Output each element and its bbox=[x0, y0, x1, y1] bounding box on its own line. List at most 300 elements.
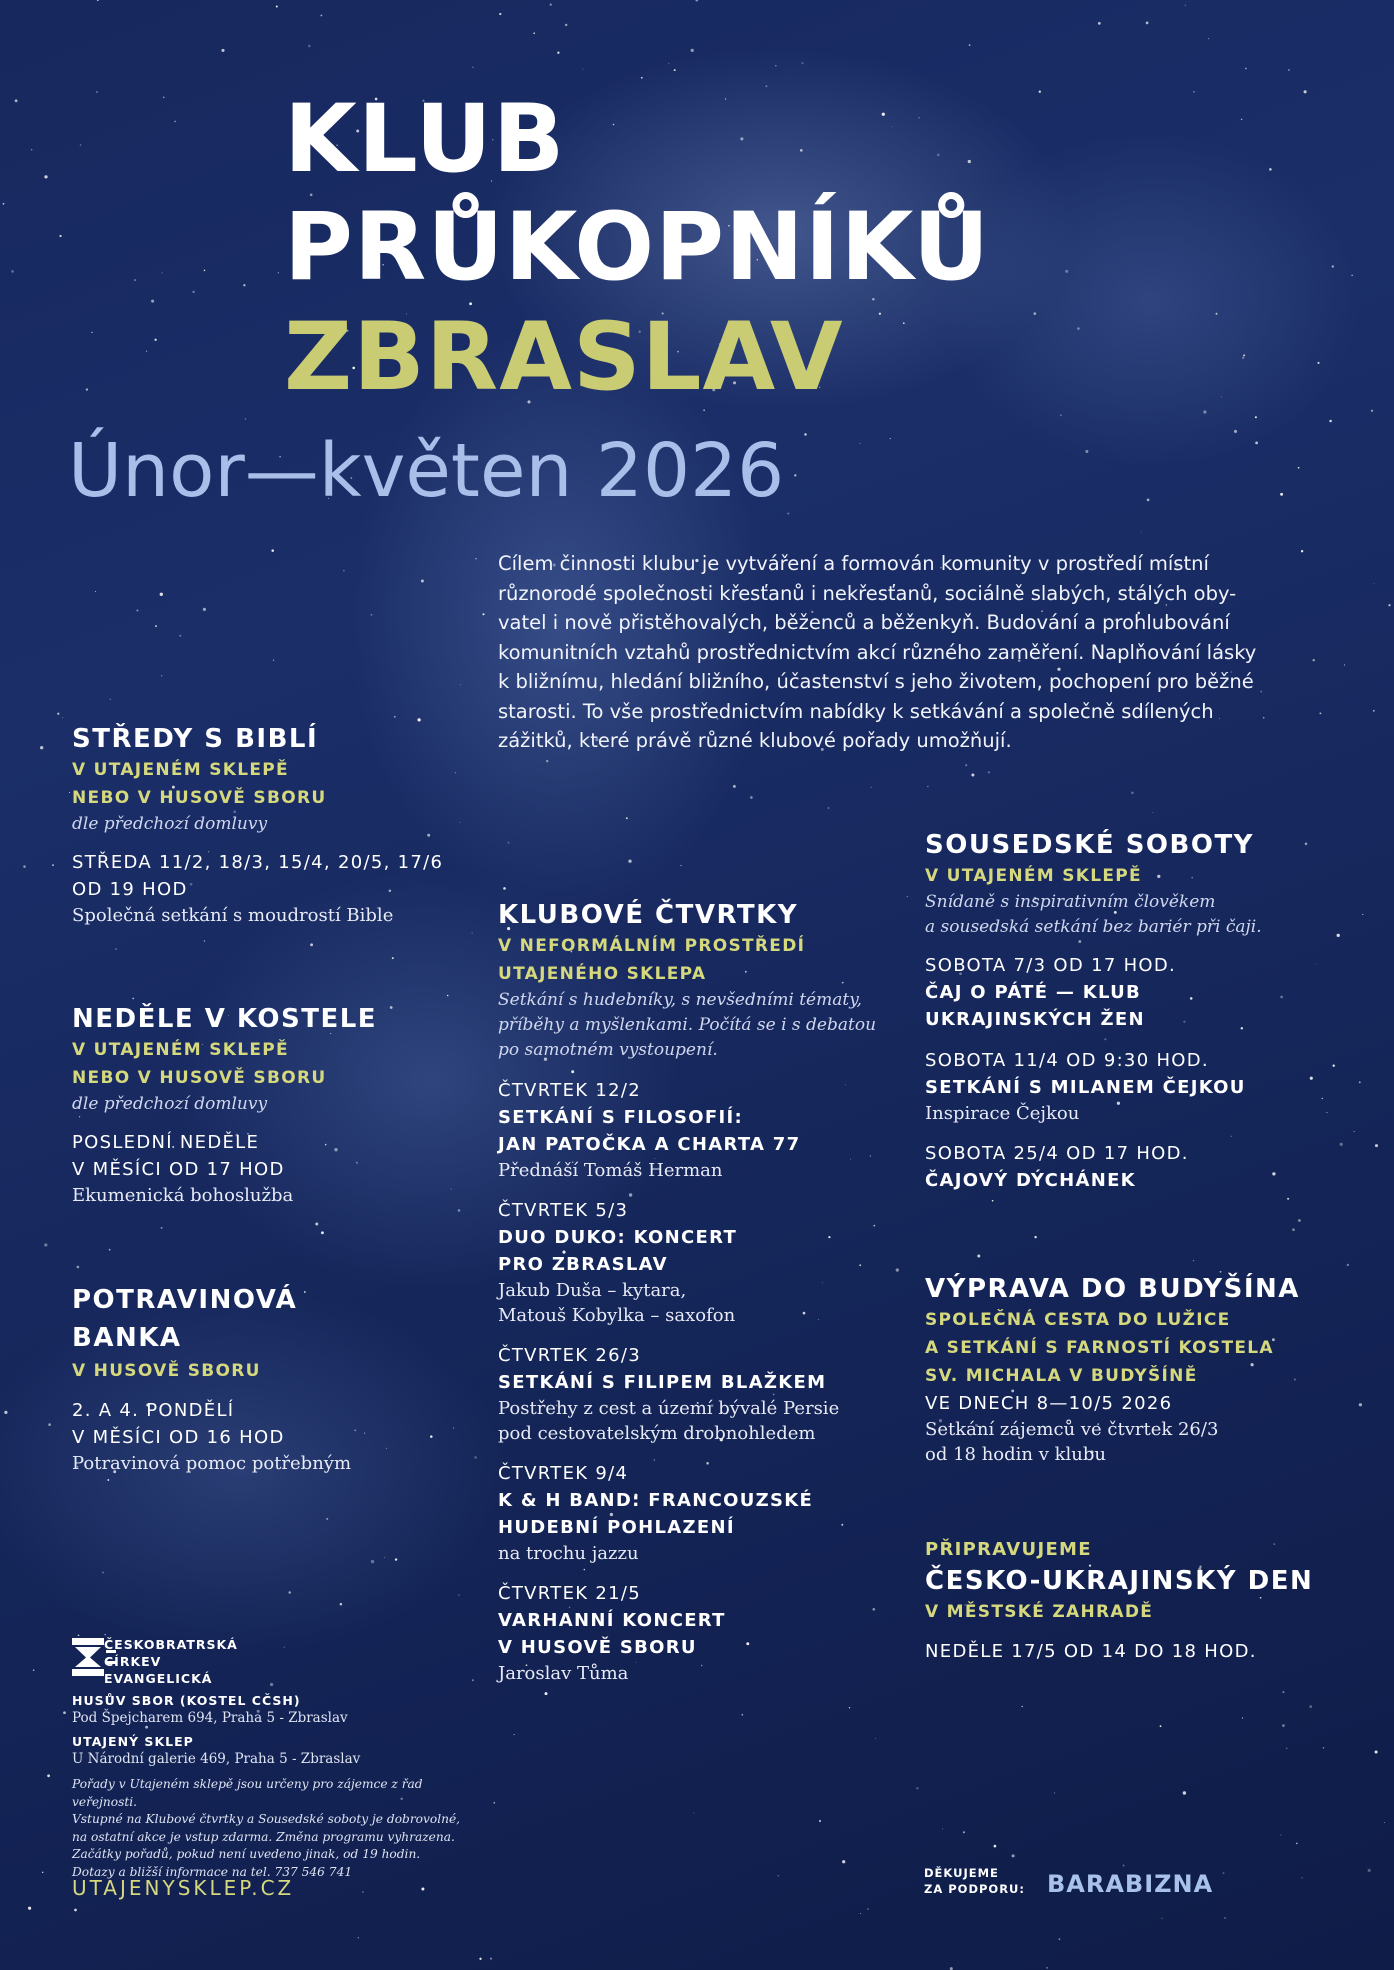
footer-note-line: Vstupné na Klubové čtvrtky a Sousedské soboty je dobrovolné, bbox=[72, 1812, 461, 1826]
venue-address: U Národní galerie 469, Praha 5 - Zbraslav bbox=[72, 1751, 361, 1767]
event-date: SOBOTA 11/4 OD 9:30 HOD. bbox=[925, 1050, 1209, 1071]
star-dot bbox=[160, 593, 163, 596]
star-dot bbox=[321, 1231, 324, 1234]
star-dot bbox=[458, 1594, 460, 1596]
star-dot bbox=[475, 558, 476, 559]
star-dot bbox=[550, 4, 552, 6]
star-dot bbox=[725, 98, 726, 99]
star-dot bbox=[40, 746, 43, 749]
section-note bbox=[498, 988, 898, 1063]
event-date: ČTVRTEK 5/3 bbox=[498, 1200, 629, 1221]
star-dot bbox=[1234, 430, 1237, 433]
star-dot bbox=[1203, 410, 1206, 413]
star-dot bbox=[472, 1679, 474, 1681]
star-dot bbox=[1241, 119, 1242, 120]
star-dot bbox=[628, 860, 631, 863]
star-dot bbox=[508, 842, 510, 844]
star-dot bbox=[243, 284, 245, 286]
org-name-line: EVANGELICKÁ bbox=[104, 1671, 213, 1686]
star-dot bbox=[842, 1860, 845, 1863]
star-dot bbox=[163, 97, 164, 98]
event-time: V MĚSÍCI OD 17 HOD bbox=[72, 1159, 285, 1180]
event-description: pod cestovatelským drobnohledem bbox=[498, 1423, 816, 1444]
star-dot bbox=[1054, 1792, 1055, 1793]
star-dot bbox=[151, 300, 154, 303]
star-dot bbox=[1344, 664, 1345, 665]
star-dot bbox=[892, 126, 893, 127]
star-dot bbox=[1329, 420, 1332, 423]
section-place: V UTAJENÉM SKLEPĚ bbox=[925, 866, 1142, 886]
star-dot bbox=[626, 817, 628, 819]
star-dot bbox=[1371, 410, 1373, 412]
section-place: V UTAJENÉM SKLEPĚ bbox=[72, 760, 289, 780]
star-dot bbox=[162, 272, 163, 273]
star-dot bbox=[57, 713, 59, 715]
event-date: VE DNECH 8—10/5 2026 bbox=[925, 1393, 1173, 1414]
event-date: ČTVRTEK 26/3 bbox=[498, 1345, 641, 1366]
title-line-prukopniku: PRŮKOPNÍKŮ bbox=[284, 193, 991, 302]
star-dot bbox=[326, 1518, 328, 1520]
footer-venues bbox=[72, 1692, 472, 1881]
event-time: V MĚSÍCI OD 16 HOD bbox=[72, 1427, 285, 1448]
star-dot bbox=[875, 1738, 876, 1739]
star-dot bbox=[343, 570, 345, 572]
event-title: DUO DUKO: KONCERT bbox=[498, 1227, 738, 1248]
star-dot bbox=[860, 1913, 861, 1914]
star-dot bbox=[109, 1249, 111, 1251]
star-dot bbox=[179, 635, 181, 637]
star-dot bbox=[204, 940, 206, 942]
star-dot bbox=[308, 45, 311, 48]
star-dot bbox=[1292, 1228, 1295, 1231]
event-description: Inspirace Čejkou bbox=[925, 1103, 1080, 1124]
event-description: Jakub Duša – kytara, bbox=[498, 1280, 687, 1301]
star-dot bbox=[1046, 1967, 1048, 1969]
event-date: SOBOTA 7/3 OD 17 HOD. bbox=[925, 955, 1177, 976]
star-dot bbox=[192, 291, 194, 293]
star-dot bbox=[971, 773, 974, 776]
star-dot bbox=[514, 1734, 515, 1735]
star-dot bbox=[1221, 396, 1222, 397]
intro-line: vatel i nově přistěhovalých, běženců a běženkyň. Budování a prohlubování bbox=[498, 611, 1230, 634]
star-dot bbox=[1152, 812, 1153, 813]
star-dot bbox=[1282, 1724, 1285, 1727]
section-sousedske-soboty bbox=[925, 828, 1345, 1208]
star-dot bbox=[1351, 275, 1352, 276]
note-line: příběhy a myšlenkami. Počítá se i s debatou bbox=[498, 1015, 877, 1035]
star-dot bbox=[819, 1820, 821, 1822]
event-item bbox=[925, 1047, 1345, 1126]
star-dot bbox=[613, 124, 615, 126]
star-dot bbox=[96, 91, 98, 93]
star-dot bbox=[273, 660, 274, 661]
star-dot bbox=[310, 943, 313, 946]
star-dot bbox=[680, 865, 681, 866]
star-dot bbox=[741, 1714, 743, 1716]
star-dot bbox=[927, 786, 928, 787]
star-dot bbox=[740, 137, 743, 140]
event-item bbox=[925, 1140, 1345, 1194]
star-dot bbox=[583, 69, 584, 70]
star-dot bbox=[47, 1774, 50, 1777]
star-dot bbox=[1359, 1403, 1362, 1406]
star-dot bbox=[691, 49, 694, 52]
star-dot bbox=[668, 63, 669, 64]
star-dot bbox=[1242, 357, 1244, 359]
star-dot bbox=[965, 764, 967, 766]
event-description: od 18 hodin v klubu bbox=[925, 1444, 1106, 1465]
star-dot bbox=[546, 760, 548, 762]
star-dot bbox=[80, 144, 82, 146]
section-heading: BANKA bbox=[72, 1323, 182, 1353]
star-dot bbox=[161, 675, 162, 676]
thanks-line: DĚKUJEME bbox=[924, 1866, 999, 1880]
venue-address: Pod Špejcharem 694, Praha 5 - Zbraslav bbox=[72, 1710, 348, 1726]
star-dot bbox=[362, 1891, 363, 1892]
star-dot bbox=[641, 77, 643, 79]
star-dot bbox=[1123, 1865, 1125, 1867]
section-heading: SOUSEDSKÉ SOBOTY bbox=[925, 830, 1255, 860]
event-date: STŘEDA 11/2, 18/3, 15/4, 20/5, 17/6 bbox=[72, 852, 444, 873]
star-dot bbox=[493, 1802, 495, 1804]
event-item bbox=[925, 952, 1345, 1033]
star-dot bbox=[1375, 1144, 1378, 1147]
star-dot bbox=[271, 549, 274, 552]
star-dot bbox=[733, 785, 736, 788]
star-dot bbox=[394, 716, 396, 718]
star-dot bbox=[155, 625, 157, 627]
footer-note-line: Dotazy a bližší informace na tel. 737 546 741 bbox=[72, 1864, 353, 1879]
star-dot bbox=[63, 1711, 66, 1714]
star-dot bbox=[1098, 22, 1101, 25]
event-date: ČTVRTEK 9/4 bbox=[498, 1463, 629, 1484]
event-description: na trochu jazzu bbox=[498, 1543, 639, 1564]
event-description: Společná setkání s moudrostí Bible bbox=[72, 905, 394, 926]
star-dot bbox=[1141, 532, 1142, 533]
star-dot bbox=[1077, 327, 1080, 330]
star-dot bbox=[472, 66, 474, 68]
star-dot bbox=[533, 32, 535, 34]
event-item bbox=[498, 1342, 898, 1446]
star-dot bbox=[315, 1222, 318, 1225]
event-title: HUDEBNÍ POHLAZENÍ bbox=[498, 1517, 735, 1538]
star-dot bbox=[1183, 1791, 1186, 1794]
event-title: VARHANNÍ KONCERT bbox=[498, 1610, 726, 1631]
star-dot bbox=[1288, 69, 1290, 71]
section-note: dle předchozí domluvy bbox=[72, 1094, 268, 1114]
star-dot bbox=[969, 44, 971, 46]
event-title: JAN PATOČKA A CHARTA 77 bbox=[498, 1134, 801, 1155]
star-dot bbox=[695, 0, 698, 1]
star-dot bbox=[479, 1958, 481, 1960]
footer-note-line: na ostatní akce je vstup zdarma. Změna programu vyhrazena. bbox=[72, 1829, 455, 1844]
star-dot bbox=[221, 49, 224, 52]
star-dot bbox=[4, 1411, 7, 1414]
star-dot bbox=[787, 513, 789, 515]
intro-line: zážitků, které právě různé klubové pořady umožňují. bbox=[498, 729, 1012, 752]
event-title: V HUSOVĚ SBORU bbox=[498, 1637, 697, 1658]
star-dot bbox=[62, 717, 63, 718]
star-dot bbox=[392, 957, 394, 959]
star-dot bbox=[1368, 1869, 1371, 1872]
star-dot bbox=[109, 698, 111, 700]
star-dot bbox=[69, 792, 70, 793]
star-dot bbox=[447, 995, 449, 997]
star-dot bbox=[860, 443, 861, 444]
star-dot bbox=[1298, 1219, 1301, 1222]
star-dot bbox=[490, 1958, 492, 1960]
star-dot bbox=[937, 154, 940, 157]
star-dot bbox=[1354, 1131, 1355, 1132]
star-dot bbox=[1323, 1747, 1324, 1748]
star-dot bbox=[499, 13, 501, 15]
star-dot bbox=[340, 1603, 343, 1606]
star-dot bbox=[458, 1209, 461, 1212]
event-date: 2. A 4. PONDĚLÍ bbox=[72, 1400, 235, 1421]
star-dot bbox=[942, 1828, 943, 1829]
star-dot bbox=[1065, 270, 1068, 273]
star-dot bbox=[1146, 22, 1149, 25]
footer-note-line: Pořady v Utajeném sklepě jsou určeny pro zájemce z řad veřejnosti. bbox=[72, 1777, 423, 1809]
star-dot bbox=[1058, 1938, 1060, 1940]
star-dot bbox=[1193, 91, 1195, 93]
star-dot bbox=[115, 948, 116, 949]
star-dot bbox=[1280, 493, 1283, 496]
event-item bbox=[498, 1460, 898, 1566]
star-dot bbox=[777, 1875, 779, 1877]
section-heading: NEDĚLE V KOSTELE bbox=[72, 1004, 378, 1034]
star-dot bbox=[15, 99, 18, 102]
star-dot bbox=[460, 684, 461, 685]
section-heading: STŘEDY S BIBLÍ bbox=[72, 724, 319, 754]
star-dot bbox=[557, 52, 559, 54]
star-dot bbox=[358, 1937, 359, 1938]
event-title: ČAJOVÝ DÝCHÁNEK bbox=[925, 1170, 1136, 1191]
section-note: dle předchozí domluvy bbox=[72, 814, 268, 834]
star-dot bbox=[1375, 1750, 1378, 1753]
star-dot bbox=[48, 1423, 51, 1426]
website-link[interactable]: UTAJENYSKLEP.CZ bbox=[72, 1876, 295, 1900]
star-dot bbox=[107, 1479, 109, 1481]
star-dot bbox=[154, 339, 156, 341]
venue-name: HUSŮV SBOR (KOSTEL CČSH) bbox=[72, 1693, 301, 1708]
star-dot bbox=[42, 1872, 43, 1873]
section-place: SV. MICHALA V BUDYŠÍNĚ bbox=[925, 1366, 1198, 1386]
section-heading: ČESKO-UKRAJINSKÝ DEN bbox=[925, 1566, 1314, 1596]
star-dot bbox=[801, 62, 803, 64]
star-dot bbox=[1317, 362, 1319, 364]
event-description: Matouš Kobylka – saxofon bbox=[498, 1305, 736, 1326]
star-dot bbox=[1147, 499, 1150, 502]
intro-line: různorodé společnosti křesťanů i nekřesťanů, sociálně slabých, stálých oby- bbox=[498, 581, 1237, 605]
thanks-line: ZA PODPORU: bbox=[924, 1882, 1025, 1896]
section-place: V NEFORMÁLNÍM PROSTŘEDÍ bbox=[498, 936, 806, 956]
star-dot bbox=[765, 85, 767, 87]
star-dot bbox=[867, 1908, 869, 1910]
star-dot bbox=[74, 1909, 77, 1912]
star-dot bbox=[1359, 1081, 1361, 1083]
org-name-line: CÍRKEV bbox=[104, 1654, 162, 1669]
star-dot bbox=[33, 1669, 35, 1671]
star-dot bbox=[474, 1456, 477, 1459]
star-dot bbox=[1362, 914, 1363, 915]
star-dot bbox=[565, 24, 567, 26]
star-dot bbox=[278, 272, 279, 273]
star-dot bbox=[1131, 791, 1134, 794]
event-description: Přednáší Tomáš Herman bbox=[498, 1160, 723, 1181]
star-dot bbox=[882, 113, 885, 116]
intro-line: Cílem činnosti klubu je vytváření a formován komunity v prostředí místní bbox=[498, 552, 1209, 575]
star-dot bbox=[903, 322, 905, 324]
star-dot bbox=[1347, 1264, 1349, 1266]
star-dot bbox=[1286, 1747, 1288, 1749]
section-vyprava-do-budysina bbox=[925, 1272, 1345, 1467]
section-klubove-ctvrtky bbox=[498, 898, 898, 1700]
star-dot bbox=[968, 160, 971, 163]
star-dot bbox=[1255, 416, 1257, 418]
star-dot bbox=[1374, 583, 1375, 584]
star-dot bbox=[28, 1907, 31, 1910]
star-dot bbox=[1302, 1877, 1303, 1878]
event-title: ČAJ O PÁTÉ — KLUB bbox=[925, 982, 1142, 1003]
section-preheading: PŘIPRAVUJEME bbox=[925, 1539, 1092, 1560]
star-dot bbox=[1185, 5, 1186, 6]
star-dot bbox=[1033, 312, 1036, 315]
section-heading: VÝPRAVA DO BUDYŠÍNA bbox=[925, 1274, 1300, 1304]
section-heading: POTRAVINOVÁ bbox=[72, 1285, 298, 1315]
star-dot bbox=[1242, 1717, 1243, 1718]
section-place: V MĚSTSKÉ ZAHRADĚ bbox=[925, 1602, 1154, 1622]
intro-line: komunitních vztahů prostřednictvím akcí různého zaměření. Naplňování lásky bbox=[498, 640, 1257, 664]
thanks-label bbox=[924, 1865, 1034, 1897]
sponsor-logo-barabizna: BARABIZNA bbox=[1047, 1870, 1214, 1898]
star-dot bbox=[1280, 1835, 1281, 1836]
section-place: UTAJENÉHO SKLEPA bbox=[498, 964, 707, 984]
star-dot bbox=[907, 896, 909, 898]
title-line-klub: KLUB bbox=[284, 85, 566, 194]
section-nedele-v-kostele bbox=[72, 1002, 472, 1208]
star-dot bbox=[86, 388, 88, 390]
star-dot bbox=[1193, 1260, 1194, 1261]
star-dot bbox=[849, 1707, 850, 1708]
star-dot bbox=[11, 270, 14, 273]
star-dot bbox=[800, 149, 803, 152]
star-dot bbox=[1208, 38, 1209, 39]
star-dot bbox=[994, 1845, 997, 1848]
star-dot bbox=[77, 1266, 80, 1269]
star-dot bbox=[97, 0, 99, 1]
star-dot bbox=[871, 787, 872, 788]
star-dot bbox=[44, 175, 47, 178]
org-name-line: ČESKOBRATRSKÁ bbox=[104, 1637, 238, 1652]
section-potravinova-banka bbox=[72, 1281, 472, 1476]
star-dot bbox=[52, 864, 54, 866]
star-dot bbox=[371, 1560, 374, 1563]
star-dot bbox=[1384, 1822, 1385, 1823]
event-item bbox=[498, 1197, 898, 1328]
section-place: NEBO V HUSOVĚ SBORU bbox=[72, 788, 327, 808]
star-dot bbox=[146, 351, 147, 352]
event-title: SETKÁNÍ S MILANEM ČEJKOU bbox=[925, 1077, 1246, 1098]
star-dot bbox=[1304, 90, 1307, 93]
footer-note-line: Začátky pořadů, pokud není uvedeno jinak, od 19 hodin. bbox=[72, 1847, 421, 1861]
star-dot bbox=[1160, 1725, 1162, 1727]
star-dot bbox=[963, 1831, 965, 1833]
star-dot bbox=[1223, 1872, 1225, 1874]
star-dot bbox=[750, 796, 753, 799]
event-description: Ekumenická bohoslužba bbox=[72, 1185, 294, 1206]
event-title: SETKÁNÍ S FILOSOFIÍ: bbox=[498, 1107, 743, 1128]
event-title: UKRAJINSKÝCH ŽEN bbox=[925, 1009, 1145, 1030]
star-dot bbox=[1332, 265, 1334, 267]
section-cesko-ukrajinsky-den bbox=[925, 1536, 1365, 1665]
event-date: SOBOTA 25/4 OD 17 HOD. bbox=[925, 1143, 1189, 1164]
event-date: POSLEDNÍ NEDĚLE bbox=[72, 1132, 260, 1153]
section-place: NEBO V HUSOVĚ SBORU bbox=[72, 1068, 327, 1088]
star-dot bbox=[1012, 1854, 1015, 1857]
event-description: Potravinová pomoc potřebným bbox=[72, 1453, 352, 1474]
section-note bbox=[925, 890, 1345, 940]
star-dot bbox=[503, 887, 506, 890]
star-dot bbox=[1034, 1236, 1036, 1238]
star-dot bbox=[1039, 91, 1041, 93]
star-dot bbox=[1216, 313, 1218, 315]
star-dot bbox=[674, 69, 676, 71]
event-description: Setkání zájemců ve čtvrtek 26/3 bbox=[925, 1419, 1219, 1440]
star-dot bbox=[775, 65, 777, 67]
section-place: A SETKÁNÍ S FARNOSTÍ KOSTELA bbox=[925, 1338, 1274, 1358]
section-stredy-s-bibli bbox=[72, 722, 472, 928]
section-place: V UTAJENÉM SKLEPĚ bbox=[72, 1040, 289, 1060]
star-dot bbox=[132, 998, 133, 999]
event-title: SETKÁNÍ S FILIPEM BLAŽKEM bbox=[498, 1372, 827, 1393]
section-heading: KLUBOVÉ ČTVRTKY bbox=[498, 900, 799, 930]
note-line: Setkání s hudebníky, s nevšedními tématy, bbox=[498, 990, 862, 1010]
event-time: OD 19 HOD bbox=[72, 879, 188, 900]
star-dot bbox=[828, 807, 830, 809]
star-dot bbox=[977, 1255, 980, 1258]
event-date: ČTVRTEK 21/5 bbox=[498, 1583, 641, 1604]
star-dot bbox=[276, 5, 278, 7]
star-dot bbox=[1255, 442, 1258, 445]
event-date: NEDĚLE 17/5 OD 14 DO 18 HOD. bbox=[925, 1641, 1257, 1662]
event-item bbox=[498, 1580, 898, 1686]
star-dot bbox=[1245, 68, 1247, 70]
star-dot bbox=[1388, 604, 1390, 606]
note-line: Snídaně s inspirativním člověkem bbox=[925, 892, 1216, 912]
title-line-zbraslav: ZBRASLAV bbox=[284, 303, 844, 412]
star-dot bbox=[1022, 1706, 1023, 1707]
star-dot bbox=[288, 1591, 290, 1593]
star-dot bbox=[174, 121, 176, 123]
star-dot bbox=[1085, 450, 1088, 453]
star-dot bbox=[384, 1557, 385, 1558]
star-dot bbox=[371, 614, 373, 616]
note-line: a sousedská setkání bez bariér při čaji. bbox=[925, 917, 1262, 937]
event-description: Postřehy z cest a území bývalé Persie bbox=[498, 1398, 840, 1419]
star-dot bbox=[1060, 415, 1061, 416]
event-title: PRO ZBRASLAV bbox=[498, 1254, 668, 1275]
event-title: K & H BAND: FRANCOUZSKÉ bbox=[498, 1490, 814, 1511]
event-description: Jaroslav Tůma bbox=[498, 1663, 629, 1684]
section-place: SPOLEČNÁ CESTA DO LUŽICE bbox=[925, 1310, 1231, 1330]
star-dot bbox=[916, 1787, 918, 1789]
star-dot bbox=[421, 1888, 424, 1891]
star-dot bbox=[1269, 168, 1272, 171]
star-dot bbox=[161, 1227, 163, 1229]
star-dot bbox=[421, 580, 424, 583]
star-dot bbox=[203, 608, 206, 611]
